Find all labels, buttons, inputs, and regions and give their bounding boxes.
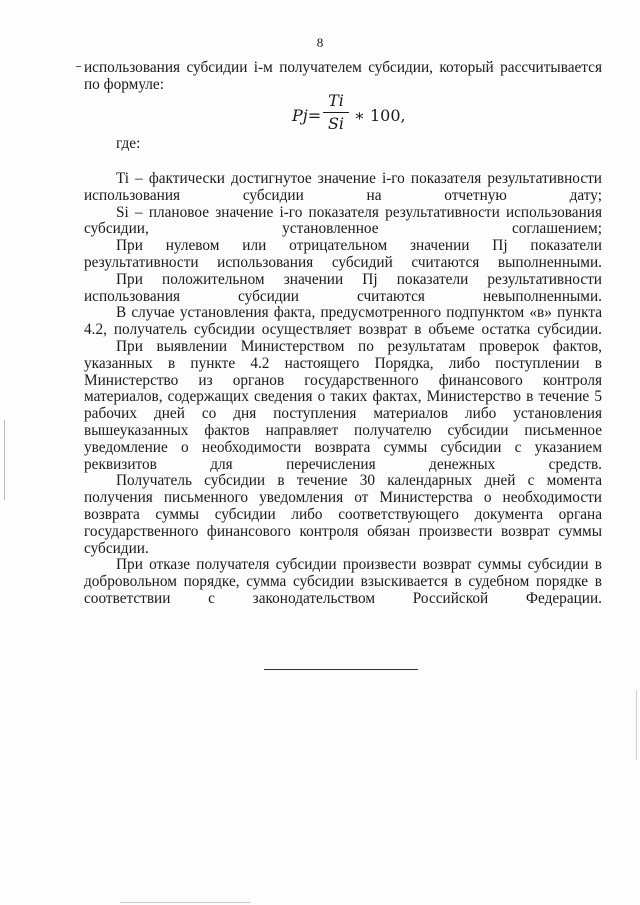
intro-text: [84, 60, 602, 94]
paragraph-refund-deadline: Получатель субсидии в течение 30 календарных дней с момента получения письменного уведомления от Министерства о необходимости возврата суммы субсидии либо соответствующего документа органа государственного финансового контроля обязан произвести возврат суммы субсидии.: [84, 472, 602, 557]
end-separator-line: [264, 669, 418, 670]
formula-denominator: Si: [327, 114, 345, 133]
intro-line-1: использования субсидии i-м получателем субсидии, который рассчитывается: [84, 59, 602, 76]
scan-mark: [76, 66, 81, 67]
intro-line-2: по формуле:: [84, 75, 164, 93]
formula-lhs: Pj=: [292, 106, 322, 125]
paragraph-ministry-notice: При выявлении Министерством по результатам проверок фактов, указанных в пункте 4.2 настоящего Порядка, либо поступлении в Министерство из органов государственного финансового контроля материалов, содержащих сведения о таких фактах, Министерство в течение 5 рабочих дней со дня поступления материалов либо установления вышеуказанных фактов направляет получателю субсидии письменное уведомление о необходимости возврата суммы субсидии с указанием реквизитов для перечисления денежных средств.: [84, 337, 602, 473]
formula-fraction: [323, 91, 349, 133]
paragraph-ti-definition: Ti – фактически достигнутое значение i-го показателя результативности использования субсидии на отчетную дату;: [84, 170, 602, 204]
paragraph-zero-negative: При нулевом или отрицательном значении Пj показатели результативности использования субсидий считаются выполненными.: [84, 237, 602, 271]
paragraph-refund-balance: В случае установления факта, предусмотренного подпунктом «в» пункта 4.2, получатель субсидии осуществляет возврат в объеме остатка субсидии.: [84, 304, 602, 339]
fraction-bar: [323, 112, 349, 113]
body-text: [84, 171, 602, 608]
page-number: 8: [316, 35, 324, 50]
paragraph-positive: При положительном значении Пj показатели результативности использования субсидии считаются невыполненными.: [84, 270, 602, 305]
paragraph-si-definition: Si – плановое значение i-го показателя результативности использования субсидии, установленное соглашением;: [84, 203, 602, 238]
formula-numerator: Ti: [328, 91, 344, 110]
formula-rhs: ∗ 100,: [354, 106, 406, 125]
scan-edge-mark: [4, 420, 5, 500]
paragraph-court-recovery: При отказе получателя субсидии произвести возврат суммы субсидии в добровольном порядке, сумма субсидии взыскивается в судебном порядке в соответствии с законодательством Российской Федерации.: [84, 556, 602, 607]
where-label: где:: [116, 135, 141, 152]
scan-edge-mark: [120, 902, 250, 903]
scan-edge-mark: [636, 690, 637, 760]
